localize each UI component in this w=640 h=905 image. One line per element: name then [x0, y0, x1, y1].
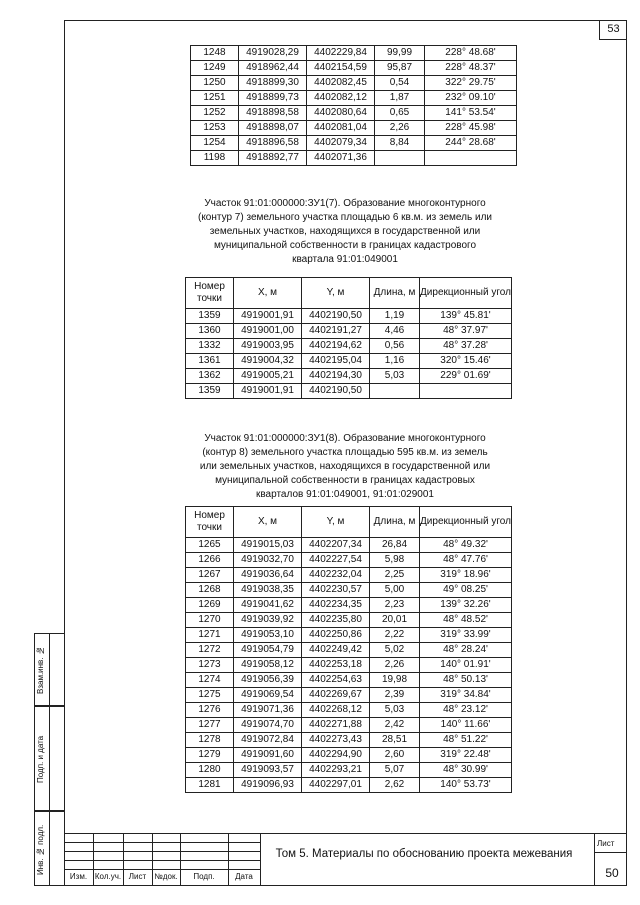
table-cell: 99,99	[375, 46, 425, 61]
table-cell: 48° 30.99'	[420, 763, 512, 778]
table-row	[186, 309, 512, 324]
table-row	[191, 106, 517, 121]
table-row	[186, 673, 512, 688]
table-cell: 5,03	[370, 369, 420, 384]
table-cell: 1271	[186, 628, 234, 643]
table-cell: 4402269,67	[302, 688, 370, 703]
description-line: (контур 8) земельного участка площадью 595 кв.м. из земель	[202, 447, 488, 458]
table-cell: 4402082,12	[307, 91, 375, 106]
table-cell: 4919096,93	[234, 778, 302, 793]
table-cell: 4919004,32	[234, 354, 302, 369]
table-cell: 19,98	[370, 673, 420, 688]
table-cell: 8,84	[375, 136, 425, 151]
table-cell: 1281	[186, 778, 234, 793]
section-3-description	[175, 432, 515, 502]
table-cell: 4402294,90	[302, 748, 370, 763]
table-cell	[420, 384, 512, 399]
table-row	[191, 91, 517, 106]
table-cell: 141° 53.54'	[425, 106, 517, 121]
table-cell: 4918962,44	[239, 61, 307, 76]
table-cell: 4402207,34	[302, 538, 370, 553]
table-row	[186, 538, 512, 553]
table-cell: 1268	[186, 583, 234, 598]
table-cell: 4402190,50	[302, 309, 370, 324]
table-cell: 4918892,77	[239, 151, 307, 166]
table-row	[186, 384, 512, 399]
table-cell: 48° 48.52'	[420, 613, 512, 628]
table-cell: 4402232,04	[302, 568, 370, 583]
table-cell: 5,03	[370, 703, 420, 718]
table-cell: 228° 48.68'	[425, 46, 517, 61]
table-cell: 4918899,30	[239, 76, 307, 91]
table-cell: 48° 47.76'	[420, 553, 512, 568]
table-cell: 4402229,84	[307, 46, 375, 61]
table-cell: 4919001,91	[234, 309, 302, 324]
page-number: 50	[605, 866, 619, 880]
description-line: Участок 91:01:000000:ЗУ1(8). Образование многоконтурного	[204, 433, 486, 444]
table-cell: 4402194,30	[302, 369, 370, 384]
column-header: Номер точки	[186, 278, 234, 309]
table-cell: 2,62	[370, 778, 420, 793]
table-cell: 1249	[191, 61, 239, 76]
table-row	[186, 553, 512, 568]
table-row	[191, 46, 517, 61]
description-line: Участок 91:01:000000:ЗУ1(7). Образование многоконтурного	[204, 198, 486, 209]
table-cell: 1280	[186, 763, 234, 778]
table-cell: 1267	[186, 568, 234, 583]
column-header: X, м	[234, 507, 302, 538]
table-cell	[375, 151, 425, 166]
table-cell: 4402079,34	[307, 136, 375, 151]
table-cell: 49° 08.25'	[420, 583, 512, 598]
table-cell: 4402249,42	[302, 643, 370, 658]
table-cell: 4918898,07	[239, 121, 307, 136]
table-cell: 4402154,59	[307, 61, 375, 76]
table-cell: 1276	[186, 703, 234, 718]
coords-table-1	[190, 45, 517, 166]
table-cell: 48° 23.12'	[420, 703, 512, 718]
table-cell: 4402071,36	[307, 151, 375, 166]
table-cell: 4402254,63	[302, 673, 370, 688]
table-cell: 2,23	[370, 598, 420, 613]
table-cell: 20,01	[370, 613, 420, 628]
table-cell: 4919074,70	[234, 718, 302, 733]
table-cell: 320° 15.46'	[420, 354, 512, 369]
table-cell: 4919093,57	[234, 763, 302, 778]
table-cell: 1,16	[370, 354, 420, 369]
table-cell: 4919069,54	[234, 688, 302, 703]
column-header: Длина, м	[370, 507, 420, 538]
table-cell: 4919003,95	[234, 339, 302, 354]
table-cell: 1250	[191, 76, 239, 91]
table-row	[186, 748, 512, 763]
side-cell-inv	[34, 811, 64, 886]
table-cell: 4919001,91	[234, 384, 302, 399]
table-cell: 48° 28.24'	[420, 643, 512, 658]
table-row	[186, 369, 512, 384]
table-cell: 4402191,27	[302, 324, 370, 339]
description-line: кварталов 91:01:049001, 91:01:029001	[255, 489, 434, 500]
column-header: Y, м	[302, 278, 370, 309]
table-row	[186, 354, 512, 369]
column-header: Длина, м	[370, 278, 420, 309]
table-cell: 4919054,79	[234, 643, 302, 658]
table-row	[186, 598, 512, 613]
column-header: Дирекционный угол	[420, 278, 512, 309]
table-cell: 1266	[186, 553, 234, 568]
table-cell: 4919058,12	[234, 658, 302, 673]
coords-table-2	[185, 277, 512, 399]
stamp-label-podp: Подп.	[193, 872, 215, 881]
side-label-inv: Инв. № подл.	[36, 824, 45, 875]
table-cell: 140° 53.73'	[420, 778, 512, 793]
table-cell: 2,42	[370, 718, 420, 733]
table-cell: 319° 18.96'	[420, 568, 512, 583]
side-cell-podp	[34, 706, 64, 811]
table-row	[186, 324, 512, 339]
table-cell: 26,84	[370, 538, 420, 553]
table-cell: 244° 28.68'	[425, 136, 517, 151]
table-cell: 4402253,18	[302, 658, 370, 673]
table-cell: 4919071,36	[234, 703, 302, 718]
table-cell: 5,98	[370, 553, 420, 568]
table-row	[186, 778, 512, 793]
description-line: муниципальной собственности в границах кадастрового	[213, 240, 477, 251]
table-cell: 139° 32.26'	[420, 598, 512, 613]
table-row	[186, 568, 512, 583]
table-cell: 28,51	[370, 733, 420, 748]
table-cell: 2,26	[370, 658, 420, 673]
table-cell: 4402082,45	[307, 76, 375, 91]
table-cell: 319° 34.84'	[420, 688, 512, 703]
table-cell: 1252	[191, 106, 239, 121]
table-cell: 95,87	[375, 61, 425, 76]
column-header: Дирекционный угол	[420, 507, 512, 538]
table-cell: 1273	[186, 658, 234, 673]
table-cell: 2,22	[370, 628, 420, 643]
table-cell: 4919056,39	[234, 673, 302, 688]
table-cell: 4919036,64	[234, 568, 302, 583]
coords-table-3	[185, 506, 512, 793]
table-cell: 48° 37.97'	[420, 324, 512, 339]
table-row	[186, 339, 512, 354]
table-cell: 4919015,03	[234, 538, 302, 553]
stamp-label-list: Лист	[128, 872, 147, 881]
table-cell: 1251	[191, 91, 239, 106]
table-cell: 319° 33.99'	[420, 628, 512, 643]
table-cell: 1279	[186, 748, 234, 763]
table-cell: 1248	[191, 46, 239, 61]
table-cell: 1362	[186, 369, 234, 384]
table-cell: 48° 50.13'	[420, 673, 512, 688]
table-cell: 4402080,64	[307, 106, 375, 121]
table-row	[186, 718, 512, 733]
table-cell: 139° 45.81'	[420, 309, 512, 324]
table-cell: 1274	[186, 673, 234, 688]
table-cell: 140° 01.91'	[420, 658, 512, 673]
table-row	[186, 658, 512, 673]
table-cell: 4402234,35	[302, 598, 370, 613]
table-cell: 1275	[186, 688, 234, 703]
table-cell: 0,56	[370, 339, 420, 354]
table-cell: 48° 51.22'	[420, 733, 512, 748]
table-cell: 4402230,57	[302, 583, 370, 598]
stamp-label-kolyuch: Кол.уч.	[94, 872, 122, 881]
table-cell: 48° 37.28'	[420, 339, 512, 354]
table-cell: 5,07	[370, 763, 420, 778]
table-row	[186, 688, 512, 703]
table-row	[191, 76, 517, 91]
table-cell: 2,60	[370, 748, 420, 763]
table-cell: 228° 48.37'	[425, 61, 517, 76]
table-cell: 1359	[186, 309, 234, 324]
title-block	[64, 833, 627, 886]
table-cell: 4402297,01	[302, 778, 370, 793]
table-cell: 4918896,58	[239, 136, 307, 151]
page-corner-number: 53	[599, 20, 627, 40]
table-cell: 4402227,54	[302, 553, 370, 568]
table-cell: 4919091,60	[234, 748, 302, 763]
table-cell: 322° 29.75'	[425, 76, 517, 91]
stamp-label-data: Дата	[235, 872, 253, 881]
table-cell: 4919041,62	[234, 598, 302, 613]
table-cell: 319° 22.48'	[420, 748, 512, 763]
table-cell: 4918898,58	[239, 106, 307, 121]
table-cell: 1254	[191, 136, 239, 151]
table-cell: 4402195,04	[302, 354, 370, 369]
table-cell: 48° 49.32'	[420, 538, 512, 553]
table-cell: 1265	[186, 538, 234, 553]
table-cell: 4919032,70	[234, 553, 302, 568]
side-strip	[34, 633, 64, 886]
table-row	[191, 151, 517, 166]
stamp-label-izm: Изм.	[69, 872, 88, 881]
table-cell: 4919072,84	[234, 733, 302, 748]
column-header: Номер точки	[186, 507, 234, 538]
table-cell: 1,19	[370, 309, 420, 324]
table-cell: 228° 45.98'	[425, 121, 517, 136]
description-line: квартала 91:01:049001	[292, 254, 398, 265]
table-row	[191, 121, 517, 136]
table-cell: 4,46	[370, 324, 420, 339]
table-cell: 4402190,50	[302, 384, 370, 399]
table-cell: 2,25	[370, 568, 420, 583]
description-line: земельных участков, находящихся в государственной или	[209, 226, 481, 237]
table-cell: 1253	[191, 121, 239, 136]
table-cell: 4919038,35	[234, 583, 302, 598]
side-cell-vzam	[34, 633, 64, 706]
table-cell: 1,87	[375, 91, 425, 106]
table-row	[191, 61, 517, 76]
table-cell: 229° 01.69'	[420, 369, 512, 384]
table-cell: 232° 09.10'	[425, 91, 517, 106]
table-cell: 1198	[191, 151, 239, 166]
table-cell: 4402081,04	[307, 121, 375, 136]
table-row	[186, 763, 512, 778]
table-cell: 1269	[186, 598, 234, 613]
stamp-label-ndok: №док.	[154, 872, 178, 881]
table-cell: 1361	[186, 354, 234, 369]
table-cell: 2,39	[370, 688, 420, 703]
table-cell	[425, 151, 517, 166]
table-row	[186, 628, 512, 643]
document-title: Том 5. Материалы по обоснованию проекта межевания	[275, 848, 573, 860]
table-cell: 5,02	[370, 643, 420, 658]
table-row	[186, 733, 512, 748]
table-cell: 4402194,62	[302, 339, 370, 354]
table-cell: 1332	[186, 339, 234, 354]
table-cell: 4919001,00	[234, 324, 302, 339]
table-cell: 1359	[186, 384, 234, 399]
table-cell: 140° 11.66'	[420, 718, 512, 733]
table-cell: 4919005,21	[234, 369, 302, 384]
table-row	[186, 583, 512, 598]
table-row	[186, 613, 512, 628]
side-label-vzam: Взам.инв. №	[36, 646, 45, 695]
side-label-podp: Подп. и дата	[36, 735, 45, 784]
table-cell: 1360	[186, 324, 234, 339]
table-cell: 4919028,29	[239, 46, 307, 61]
section-2-description	[175, 197, 515, 267]
description-line: муниципальной собственности в границах кадастровых	[215, 475, 475, 486]
table-cell: 1272	[186, 643, 234, 658]
table-cell: 0,54	[375, 76, 425, 91]
table-row	[186, 703, 512, 718]
table-cell: 1270	[186, 613, 234, 628]
sheet-label: Лист	[597, 839, 615, 848]
table-cell: 2,26	[375, 121, 425, 136]
column-header: Y, м	[302, 507, 370, 538]
table-cell: 4402268,12	[302, 703, 370, 718]
column-header: X, м	[234, 278, 302, 309]
table-cell: 0,65	[375, 106, 425, 121]
description-line: (контур 7) земельного участка площадью 6 кв.м. из земель или	[197, 212, 492, 223]
table-row	[191, 136, 517, 151]
table-cell: 4918899,73	[239, 91, 307, 106]
table-cell: 4919053,10	[234, 628, 302, 643]
table-cell: 4919039,92	[234, 613, 302, 628]
table-cell: 4402235,80	[302, 613, 370, 628]
table-cell: 4402293,21	[302, 763, 370, 778]
table-cell: 4402273,43	[302, 733, 370, 748]
table-cell: 1277	[186, 718, 234, 733]
table-cell: 4402271,88	[302, 718, 370, 733]
table-cell: 1278	[186, 733, 234, 748]
table-row	[186, 643, 512, 658]
table-cell: 4402250,86	[302, 628, 370, 643]
table-cell	[370, 384, 420, 399]
table-cell: 5,00	[370, 583, 420, 598]
description-line: или земельных участков, находящихся в государственной или	[199, 461, 491, 472]
